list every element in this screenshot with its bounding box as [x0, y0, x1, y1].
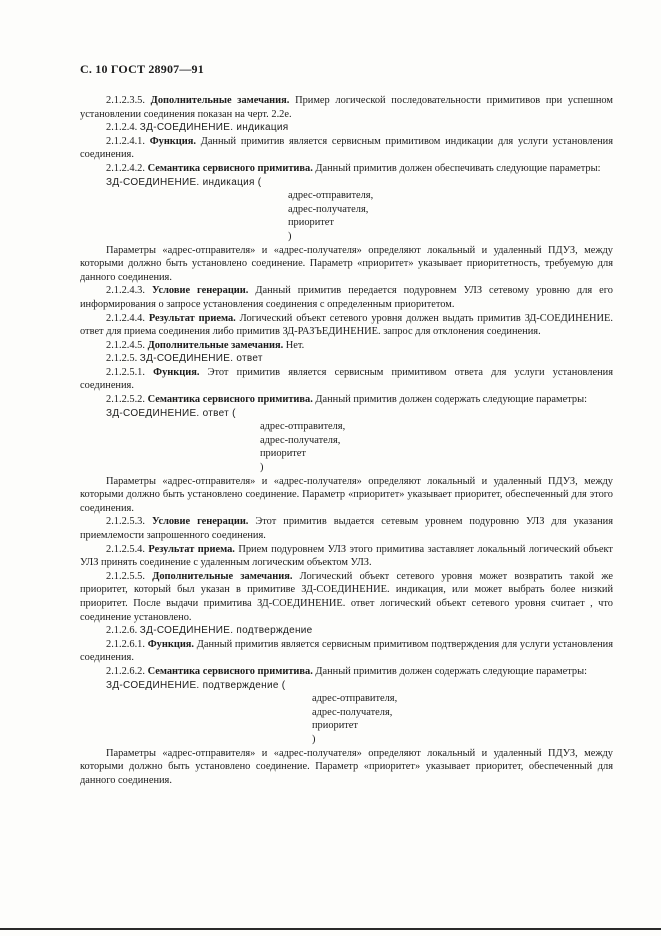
paragraph-2-1-2-6-2: [80, 665, 613, 679]
primitive-signature-indication: [80, 176, 613, 244]
section-text: Нет.: [285, 339, 305, 351]
section-text: Данный примитив является сервисным примитивом подтверждения для услуги установления соединения.: [80, 638, 613, 664]
primitive-name: ЗД-СОЕДИНЕНИЕ. ответ (: [106, 407, 236, 419]
closing-paren: ): [260, 462, 264, 474]
section-text: Логический объект сетевого уровня должен выдать примитив ЗД-СОЕДИНЕНИЕ. ответ для приема соединения либо примитив ЗД-РАЗЪЕДИНЕНИЕ. запрос для отклонения соединения.: [80, 312, 613, 338]
section-text: Данный примитив должен содержать следующие параметры:: [315, 394, 587, 406]
parameter-list: [106, 692, 613, 746]
section-text: Данный примитив передается подуровнем УЛЗ сетевому уровню для его информирования о запросе установления соединения с определенным приоритетом.: [80, 285, 613, 310]
section-text: Прием подуровнем УЛЗ этого примитива заставляет локальный логический объект УЛЗ принять соединение с удаленным логическим объектом УЛЗ.: [80, 543, 613, 569]
section-title: ЗД-СОЕДИНЕНИЕ. индикация: [139, 122, 289, 134]
section-text: Данный примитив должен содержать следующие параметры:: [315, 665, 587, 677]
section-title: Условие генерации.: [151, 285, 249, 297]
closing-paren: ): [312, 733, 316, 745]
parameter-destination-address: адрес-получателя,: [312, 706, 393, 718]
section-text: Этот примитив является сервисным примитивом ответа для услуги установления соединения.: [80, 366, 613, 392]
paragraph-2-1-2-5-5: [80, 570, 613, 624]
section-text: Данный примитив должен обеспечивать следующие параметры:: [315, 162, 601, 174]
parameter-source-address: адрес-отправителя,: [312, 693, 398, 705]
primitive-name: ЗД-СОЕДИНЕНИЕ. подтверждение (: [106, 679, 286, 691]
section-text: Логический объект сетевого уровня может возвратить такой же приоритет, который был указан в примитиве ЗД-СОЕДИНЕНИЕ. индикация, или может выбрать более низкий приоритет. После выдачи примитива ЗД-СОЕДИНЕНИЕ. ответ логический объект сетевого уровня считает , что соединение установлено.: [80, 570, 613, 623]
paragraph-2-1-2-5-4: [80, 543, 613, 570]
parameter-list: [106, 420, 613, 474]
section-title: Дополнительные замечания.: [152, 570, 293, 582]
section-title: Результат приема.: [148, 543, 235, 555]
section-number: 2.1.2.4.: [106, 122, 138, 134]
section-number: 2.1.2.5.: [106, 353, 138, 365]
section-number: 2.1.2.4.2.: [106, 162, 145, 174]
section-number: 2.1.2.4.5.: [106, 339, 145, 351]
paragraph-2-1-2-5-1: [80, 366, 613, 393]
paragraph-2-1-2-6-1: [80, 638, 613, 665]
section-title: Условие генерации.: [151, 516, 249, 528]
document-body: [80, 94, 613, 787]
parameter-list: [106, 189, 613, 243]
section-text: Параметры «адрес-отправителя» и «адрес-получателя» определяют локальный и удаленный ПДУЗ, между которыми должно быть установлено соединение. Параметр «приоритет» указывает приоритетность, требуемую для данного соединения.: [80, 244, 613, 283]
section-number: 2.1.2.4.4.: [106, 312, 145, 324]
parameter-destination-address: адрес-получателя,: [288, 203, 369, 215]
page-bottom-edge: [0, 928, 661, 930]
paragraph-parameters-indication: [80, 244, 613, 285]
paragraph-2-1-2-3-5: [80, 94, 613, 121]
paragraph-2-1-2-4-5: [80, 339, 613, 353]
primitive-name: ЗД-СОЕДИНЕНИЕ. индикация (: [106, 176, 262, 188]
section-number: 2.1.2.5.3.: [106, 516, 145, 528]
section-number: 2.1.2.6.2.: [106, 665, 145, 677]
section-title: Семантика сервисного примитива.: [147, 665, 313, 677]
paragraph-parameters-response: [80, 475, 613, 516]
section-number: 2.1.2.5.1.: [106, 366, 145, 378]
section-text: Данный примитив является сервисным примитивом индикации для услуги установления соединения.: [80, 135, 613, 161]
paragraph-2-1-2-5-3: [80, 515, 613, 542]
heading-2-1-2-4: [80, 121, 613, 135]
heading-2-1-2-5: [80, 352, 613, 366]
section-text: Пример логической последовательности примитивов при успешном установлении соединения показан на черт. 2.2е.: [80, 95, 613, 120]
parameter-priority: приоритет: [312, 720, 358, 732]
section-text: Параметры «адрес-отправителя» и «адрес-получателя» определяют локальный и удаленный ПДУЗ, между которыми должно быть установлено соединение. Параметр «приоритет» указывает приоритет, обеспеченный для этого соединения.: [80, 475, 613, 514]
closing-paren: ): [288, 230, 292, 242]
section-title: Дополнительные замечания.: [147, 339, 284, 351]
section-number: 2.1.2.3.5.: [106, 95, 145, 106]
paragraph-2-1-2-5-2: [80, 393, 613, 407]
section-number: 2.1.2.5.4.: [106, 543, 145, 555]
section-number: 2.1.2.5.5.: [106, 570, 145, 582]
page-header: С. 10 ГОСТ 28907—91: [80, 62, 204, 76]
primitive-signature-response: [80, 407, 613, 475]
parameter-priority: приоритет: [260, 448, 306, 460]
paragraph-2-1-2-4-1: [80, 135, 613, 162]
section-title: ЗД-СОЕДИНЕНИЕ. подтверждение: [139, 625, 313, 637]
heading-2-1-2-6: [80, 624, 613, 638]
section-title: Функция.: [153, 366, 200, 378]
section-number: 2.1.2.4.3.: [106, 285, 145, 297]
paragraph-2-1-2-4-4: [80, 312, 613, 339]
primitive-signature-confirm: [80, 679, 613, 747]
section-title: Функция.: [149, 135, 196, 147]
section-number: 2.1.2.5.2.: [106, 394, 145, 406]
section-title: Семантика сервисного примитива.: [147, 394, 313, 406]
paragraph-parameters-confirm: [80, 747, 613, 788]
parameter-destination-address: адрес-получателя,: [260, 434, 341, 446]
section-number: 2.1.2.6.: [106, 625, 138, 637]
paragraph-2-1-2-4-3: [80, 284, 613, 311]
section-title: Функция.: [147, 638, 195, 650]
parameter-source-address: адрес-отправителя,: [260, 421, 346, 433]
section-number: 2.1.2.6.1.: [106, 638, 145, 650]
section-text: Этот примитив выдается сетевым уровнем подуровню УЛЗ для указания приемлемости запрошенного соединения.: [80, 516, 613, 541]
section-title: ЗД-СОЕДИНЕНИЕ. ответ: [139, 353, 263, 365]
section-number: 2.1.2.4.1.: [106, 135, 145, 147]
section-title: Результат приема.: [148, 312, 236, 324]
section-title: Семантика сервисного примитива.: [147, 162, 313, 174]
section-text: Параметры «адрес-отправителя» и «адрес-получателя» определяют локальный и удаленный ПДУЗ, между которыми должно быть установлено соединение. Параметр «приоритет» указывает приоритет, обеспеченный для данного соединения.: [80, 747, 613, 786]
section-title: Дополнительные замечания.: [150, 95, 290, 106]
parameter-priority: приоритет: [288, 217, 334, 229]
parameter-source-address: адрес-отправителя,: [288, 190, 374, 202]
paragraph-2-1-2-4-2: [80, 162, 613, 176]
